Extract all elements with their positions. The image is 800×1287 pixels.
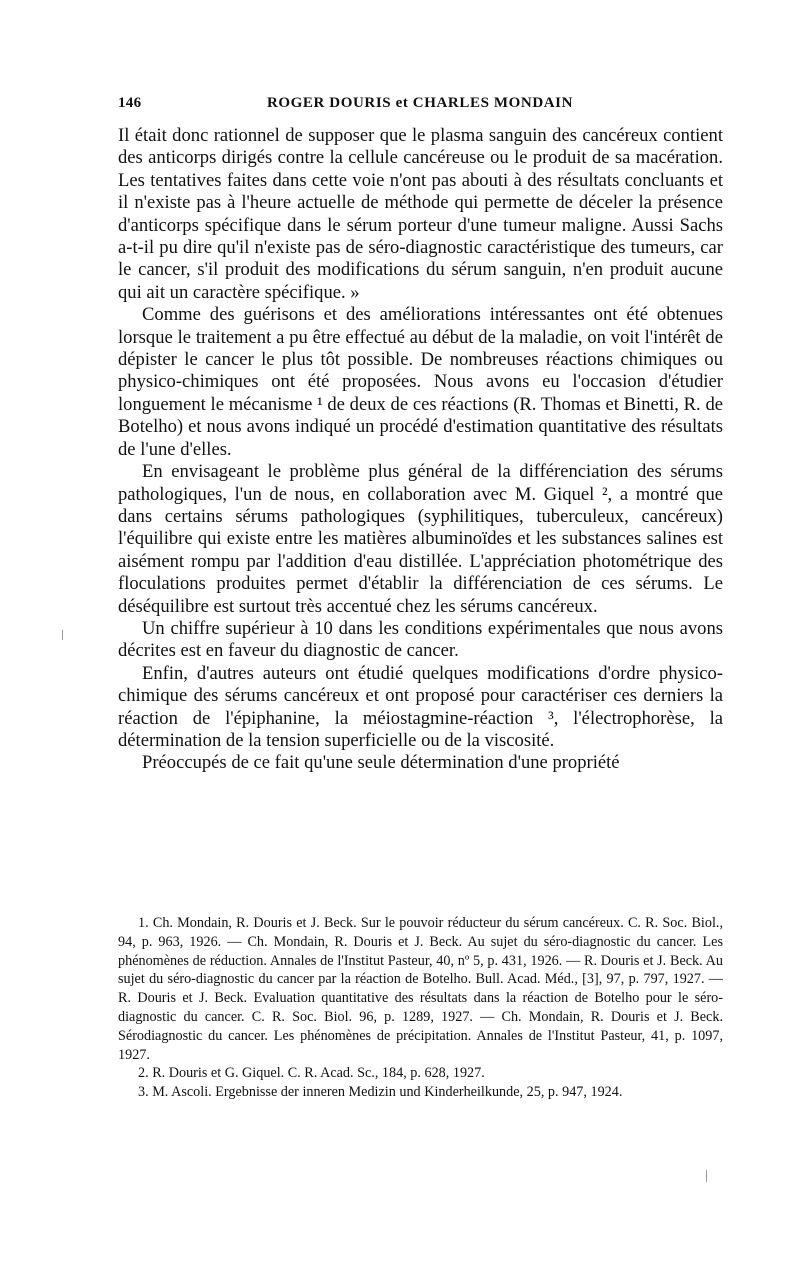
body-text [118,125,723,775]
paragraph: Comme des guérisons et des améliorations intéressantes ont été obtenues lorsque le traitement a pu être effectué au début de la maladie, on voit l'intérêt de dépister le cancer le plus tôt possible. De nombreuses réactions chimiques ou physico-chimiques ont été proposées. Nous avons eu l'occasion d'étudier longuement le mécanisme ¹ de deux de ces réactions (R. Thomas et Binetti, R. de Botelho) et nous avons indiqué un procédé d'estimation quantitative des résultats de l'une d'elles. [118,304,723,460]
paragraph: Un chiffre supérieur à 10 dans les conditions expérimentales que nous avons décrites est en faveur du diagnostic de cancer. [118,617,723,662]
page-number: 146 [118,95,142,111]
footnotes [118,914,723,1102]
scan-mark [706,1170,707,1182]
scan-mark [62,630,63,640]
footnote: 3. M. Ascoli. Ergebnisse der inneren Medizin und Kinderheilkunde, 25, p. 947, 1924. [138,1084,623,1101]
paragraph: Enfin, d'autres auteurs ont étudié quelques modifications d'ordre physico-chimique des sérums cancéreux et ont proposé pour caractériser ces derniers la réaction de l'épiphanine, la méiostagmine-réaction ³, l'électrophorèse, la détermination de la tension superficielle ou de la viscosité. [118,662,723,751]
paragraph: Préoccupés de ce fait qu'une seule détermination d'une propriété [142,752,620,774]
paragraph: En envisageant le problème plus général de la différenciation des sérums pathologiques, l'un de nous, en collaboration avec M. Giquel ², a montré que dans certains sérums pathologiques (syphilitiques, tuberculeux, cancéreux) l'équilibre qui existe entre les matières albuminoïdes et les substances salines est aisément rompu par l'addition d'eau distillée. L'appréciation photométrique des floculations produites permet d'établir la différenciation de ces sérums. Le déséquilibre est surtout très accentué chez les sérums cancéreux. [118,461,723,617]
page-header [118,95,722,119]
footnote: 2. R. Douris et G. Giquel. C. R. Acad. Sc., 184, p. 628, 1927. [138,1065,485,1082]
running-head: ROGER DOURIS et CHARLES MONDAIN [266,95,574,111]
footnote: 1. Ch. Mondain, R. Douris et J. Beck. Sur le pouvoir réducteur du sérum cancéreux. C. R. Soc. Biol., 94, p. 963, 1926. — Ch. Mondain, R. Douris et J. Beck. Au sujet du séro-diagnostic du cancer. Les phénomènes de réduction. Annales de l'Institut Pasteur, 40, nº 5, p. 431, 1926. — R. Douris et J. Beck. Au sujet du séro-diagnostic du cancer par la réaction de Botelho. Bull. Acad. Méd., [3], 97, p. 797, 1927. — R. Douris et J. Beck. Evaluation quantitative des résultats dans la réaction de Botelho pour le séro-diagnostic du cancer. C. R. Soc. Biol. 96, p. 1289, 1927. — Ch. Mondain, R. Douris et J. Beck. Sérodiagnostic du cancer. Les phénomènes de précipitation. Annales de l'Institut Pasteur, 41, p. 1097, 1927. [118,915,723,1063]
paragraph: Il était donc rationnel de supposer que le plasma sanguin des cancéreux contient des anticorps dirigés contre la cellule cancéreuse ou le produit de sa macération. Les tentatives faites dans cette voie n'ont pas abouti à des résultats concluants et il n'existe pas à l'heure actuelle de méthode qui permette de déceler la présence d'anticorps spécifique dans le sérum porteur d'une tumeur maligne. Aussi Sachs a-t-il pu dire qu'il n'existe pas de séro-diagnostic caractéristique des tumeurs, car le cancer, s'il produit des modifications du sérum sanguin, n'en produit aucune qui ait un caractère spécifique. » [118,125,723,303]
